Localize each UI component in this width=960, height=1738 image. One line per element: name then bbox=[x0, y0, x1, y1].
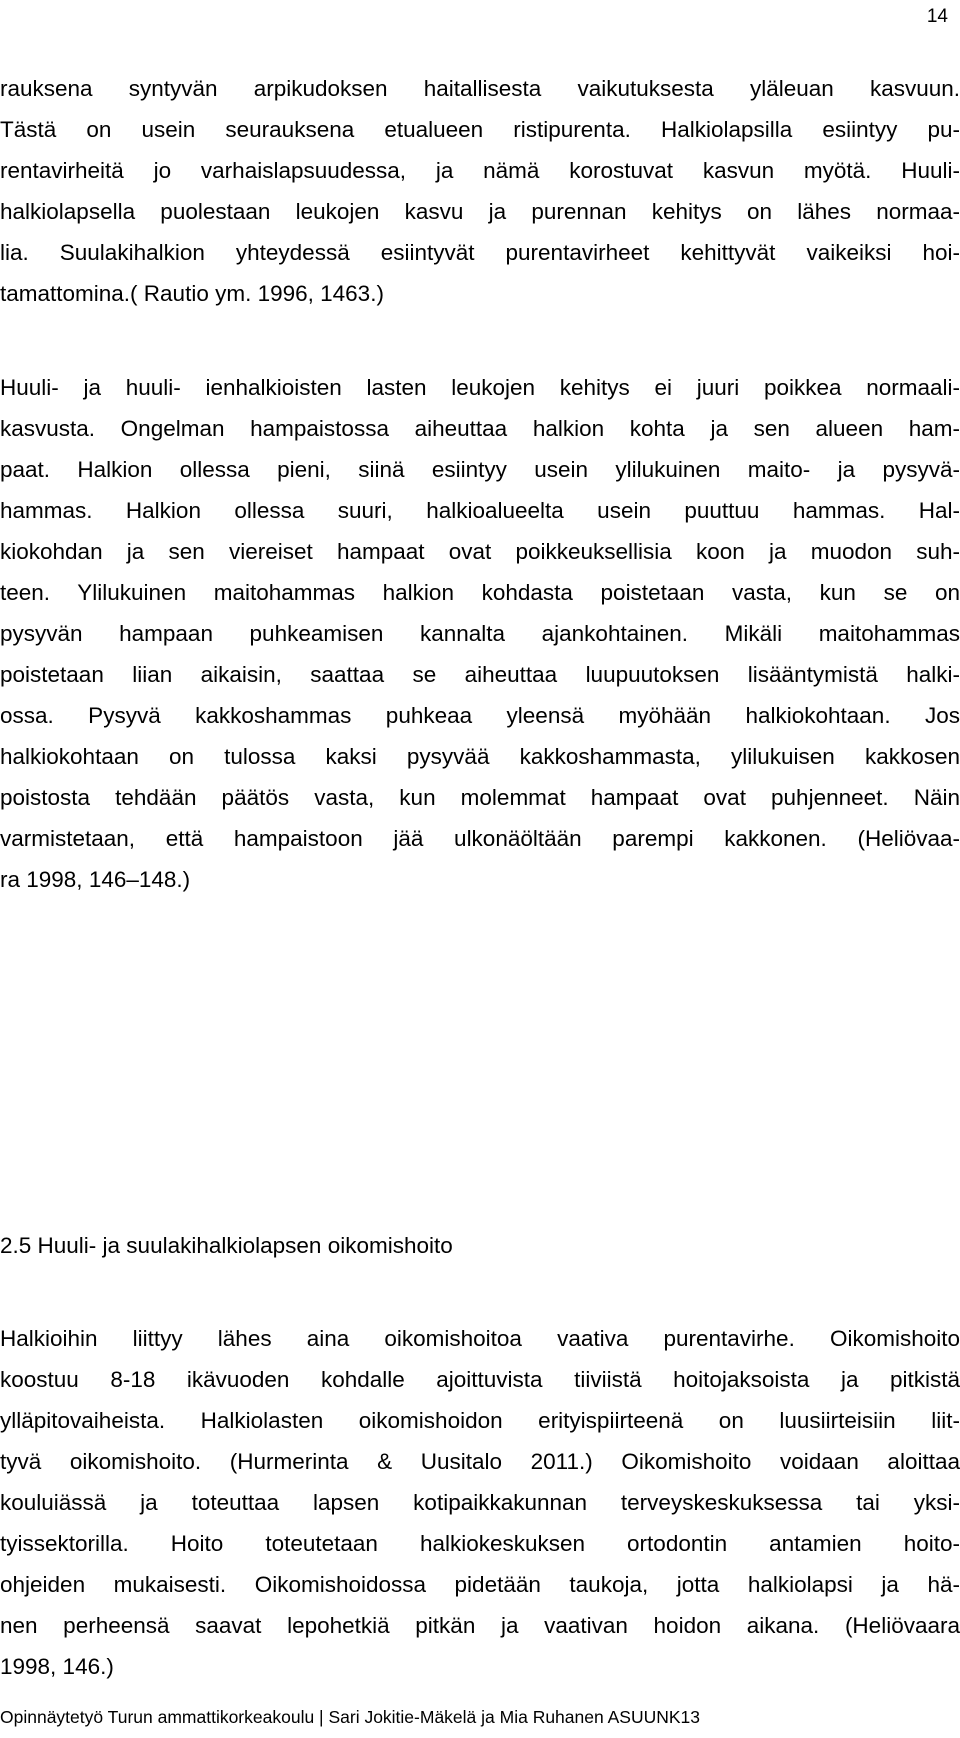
text-line: lia. Suulakihalkion yhteydessä esiintyvät purentavirheet kehittyvät vaikeiksi hoi- bbox=[0, 240, 960, 265]
paragraph-2 bbox=[0, 367, 960, 900]
text-line: tamattomina.( Rautio ym. 1996, 1463.) bbox=[0, 281, 384, 306]
page-number: 14 bbox=[926, 6, 948, 27]
text-line: poistetaan liian aikaisin, saattaa se aiheuttaa luupuutoksen lisääntymistä halki- bbox=[0, 662, 960, 687]
text-line: ylläpitovaiheista. Halkiolasten oikomishoidon erityispiirteenä on luusiirteisiin liit- bbox=[0, 1408, 960, 1433]
text-line: Huuli- ja huuli- ienhalkioisten lasten leukojen kehitys ei juuri poikkea normaali- bbox=[0, 375, 960, 400]
text-line: nen perheensä saavat lepohetkiä pitkän ja vaativan hoidon aikana. (Heliövaara bbox=[0, 1613, 960, 1638]
text-line: poistosta tehdään päätös vasta, kun molemmat hampaat ovat puhjenneet. Näin bbox=[0, 785, 960, 810]
text-line: kasvusta. Ongelman hampaistossa aiheuttaa halkion kohta ja sen alueen ham- bbox=[0, 416, 960, 441]
text-line: tyissektorilla. Hoito toteutetaan halkiokeskuksen ortodontin antamien hoito- bbox=[0, 1531, 960, 1556]
section-heading: 2.5 Huuli- ja suulakihalkiolapsen oikomishoito bbox=[0, 1233, 453, 1258]
text-line: Tästä on usein seurauksena etualueen ristipurenta. Halkiolapsilla esiintyy pu- bbox=[0, 117, 960, 142]
text-line: kiokohdan ja sen viereiset hampaat ovat poikkeuksellisia koon ja muodon suh- bbox=[0, 539, 960, 564]
text-line: ossa. Pysyvä kakkoshammas puhkeaa yleensä myöhään halkiokohtaan. Jos bbox=[0, 703, 960, 728]
text-line: hammas. Halkion ollessa suuri, halkioalueelta usein puuttuu hammas. Hal- bbox=[0, 498, 960, 523]
text-line: kouluiässä ja toteuttaa lapsen kotipaikkakunnan terveyskeskuksessa tai yksi- bbox=[0, 1490, 960, 1515]
text-line: halkiokohtaan on tulossa kaksi pysyvää kakkoshammasta, ylilukuisen kakkosen bbox=[0, 744, 960, 769]
text-line: 1998, 146.) bbox=[0, 1654, 114, 1679]
paragraph-3 bbox=[0, 1318, 960, 1687]
text-line: tyvä oikomishoito. (Hurmerinta & Uusitalo 2011.) Oikomishoito voidaan aloittaa bbox=[0, 1449, 960, 1474]
text-line: rentavirheitä jo varhaislapsuudessa, ja nämä korostuvat kasvun myötä. Huuli- bbox=[0, 158, 960, 183]
text-line: paat. Halkion ollessa pieni, siinä esiintyy usein ylilukuinen maito- ja pysyvä- bbox=[0, 457, 960, 482]
paragraph-1 bbox=[0, 68, 960, 314]
text-line: ohjeiden mukaisesti. Oikomishoidossa pidetään taukoja, jotta halkiolapsi ja hä- bbox=[0, 1572, 960, 1597]
text-line: varmistetaan, että hampaistoon jää ulkonäöltään parempi kakkonen. (Heliövaa- bbox=[0, 826, 960, 851]
text-line: teen. Ylilukuinen maitohammas halkion kohdasta poistetaan vasta, kun se on bbox=[0, 580, 960, 605]
text-line: Halkioihin liittyy lähes aina oikomishoitoa vaativa purentavirhe. Oikomishoito bbox=[0, 1326, 960, 1351]
text-line: rauksena syntyvän arpikudoksen haitallisesta vaikutuksesta yläleuan kasvuun. bbox=[0, 76, 960, 101]
text-line: halkiolapsella puolestaan leukojen kasvu ja purennan kehitys on lähes normaa- bbox=[0, 199, 960, 224]
text-line: pysyvän hampaan puhkeamisen kannalta ajankohtainen. Mikäli maitohammas bbox=[0, 621, 960, 646]
text-line: koostuu 8-18 ikävuoden kohdalle ajoittuvista tiiviistä hoitojaksoista ja pitkistä bbox=[0, 1367, 960, 1392]
text-line: ra 1998, 146–148.) bbox=[0, 867, 191, 892]
page-footer: Opinnäytetyö Turun ammattikorkeakoulu | Sari Jokitie-Mäkelä ja Mia Ruhanen ASUUNK13 bbox=[0, 1707, 701, 1727]
